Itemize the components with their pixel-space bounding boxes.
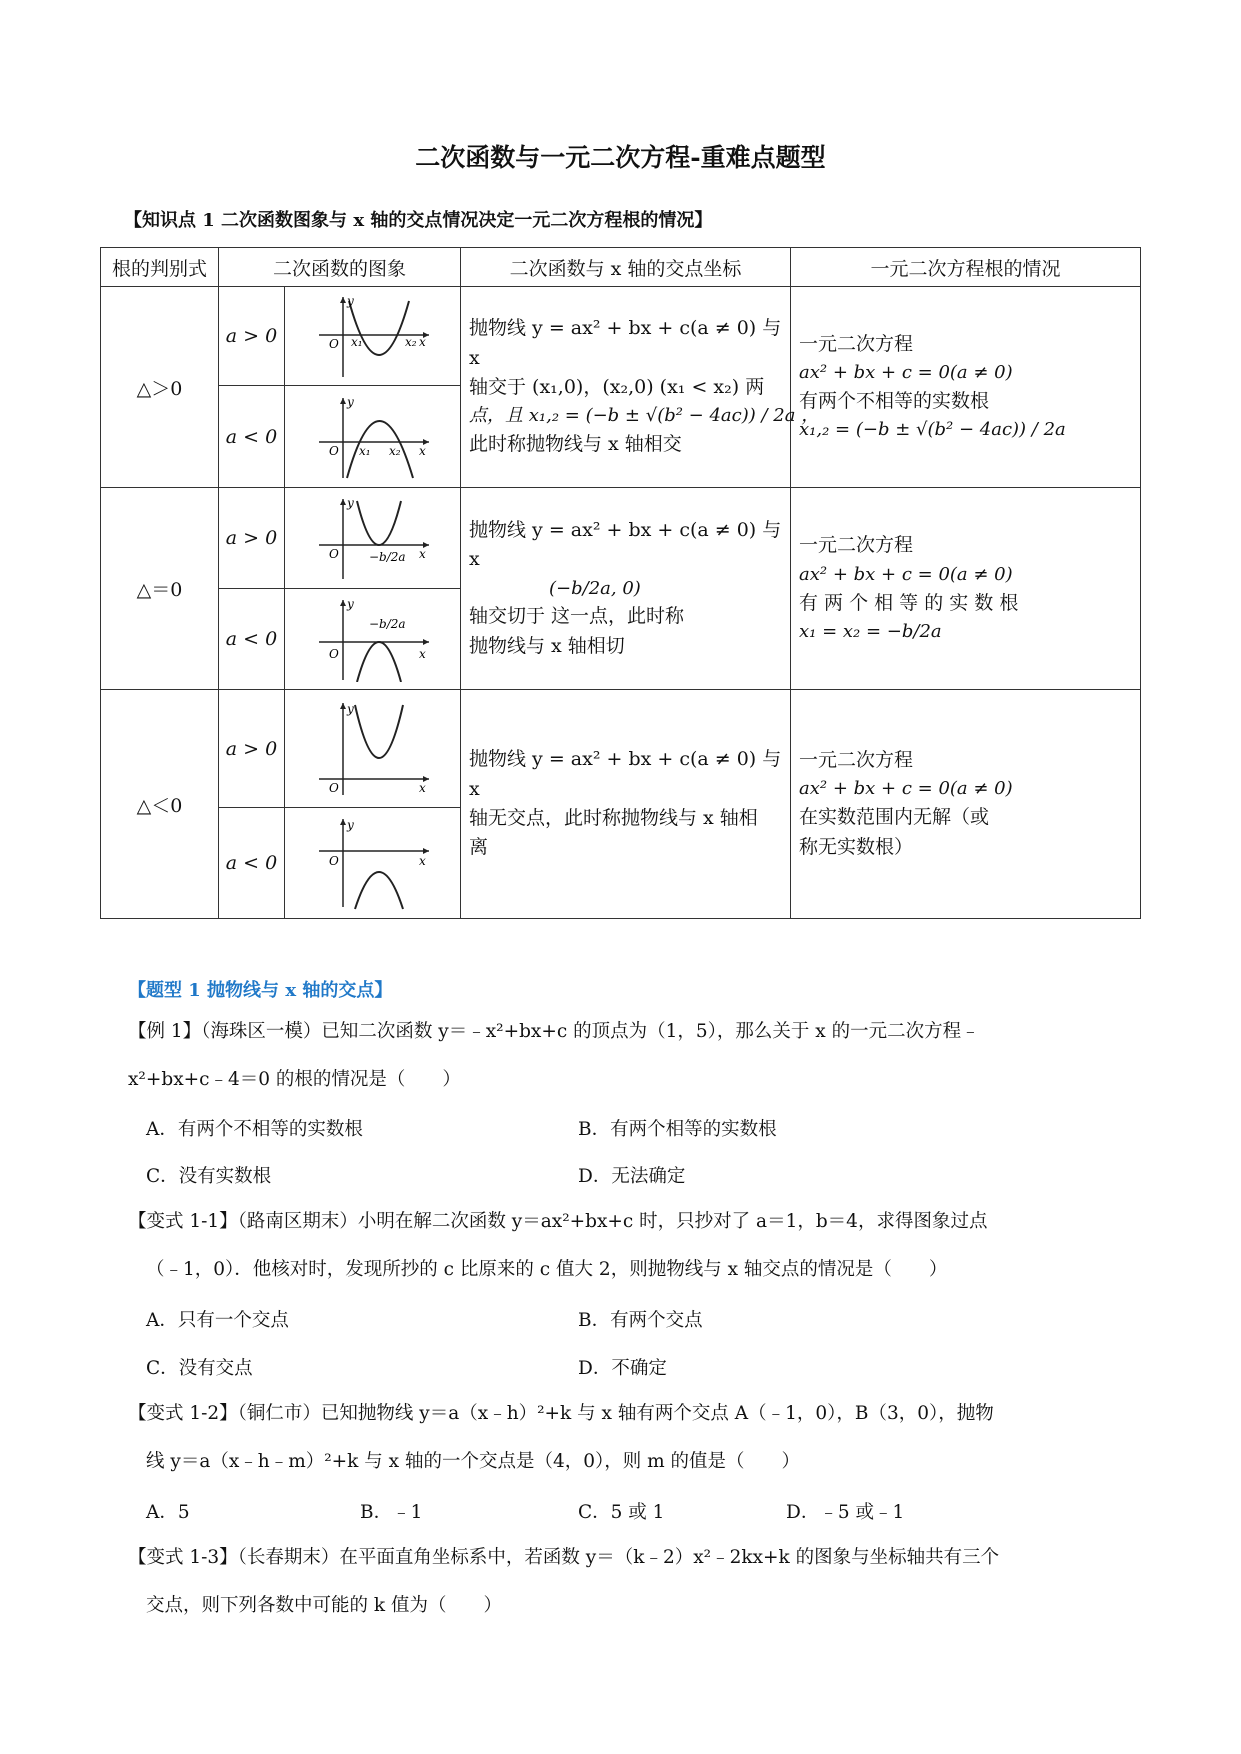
roots-equation: ax² + bx + c = 0(a ≠ 0) bbox=[799, 563, 1013, 585]
roots-formula: x₁ = x₂ = −b/2a bbox=[799, 620, 942, 642]
x2-label: x₂ bbox=[388, 443, 401, 458]
x-label: x bbox=[418, 854, 426, 868]
roots-cell bbox=[791, 488, 1141, 690]
roots-line: 一元二次方程 bbox=[799, 332, 914, 355]
roots-equation: ax² + bx + c = 0(a ≠ 0) bbox=[799, 362, 1013, 384]
question-3-option-c: C．5 或 1 bbox=[578, 1502, 665, 1523]
intersection-line: 轴交切于 这一点，此时称 bbox=[469, 605, 685, 628]
knowledge-table bbox=[100, 247, 1141, 919]
question-1-option-a: A．有两个不相等的实数根 bbox=[146, 1119, 363, 1140]
origin-label: O bbox=[328, 547, 339, 561]
intersection-line: 抛物线 y = ax² + bx + c(a ≠ 0) 与 x bbox=[469, 518, 782, 571]
graph-tangent-down bbox=[285, 589, 461, 690]
discriminant-cell: △＝0 bbox=[101, 488, 219, 690]
question-type-heading: 【题型 1 抛物线与 x 轴的交点】 bbox=[128, 980, 393, 1001]
discriminant-cell: △＞0 bbox=[101, 287, 219, 488]
header-roots: 一元二次方程根的情况 bbox=[791, 248, 1141, 287]
question-2-option-c: C．没有交点 bbox=[146, 1358, 253, 1379]
question-4-line-2: 交点，则下列各数中可能的 k 值为（ ） bbox=[146, 1595, 502, 1616]
x2-label: x₂ bbox=[404, 335, 417, 349]
vertex-label: −b/2a bbox=[368, 550, 406, 564]
a-negative-label: a < 0 bbox=[219, 808, 285, 919]
table-row bbox=[101, 690, 1141, 808]
question-2-option-b: B．有两个交点 bbox=[578, 1310, 703, 1331]
header-discriminant: 根的判别式 bbox=[101, 248, 219, 287]
question-1-option-d: D．无法确定 bbox=[578, 1166, 686, 1187]
parabola-graph bbox=[313, 815, 433, 911]
roots-cell bbox=[791, 287, 1141, 488]
roots-line: 一元二次方程 bbox=[799, 534, 914, 557]
question-1-option-c: C．没有实数根 bbox=[146, 1166, 272, 1187]
x-label: x bbox=[418, 335, 426, 349]
knowledge-point-heading: 【知识点 1 二次函数图象与 x 轴的交点情况决定一元二次方程根的情况】 bbox=[124, 210, 713, 231]
y-label: y bbox=[346, 818, 354, 832]
intersection-formula: 点，且 x₁,₂ = (−b ± √(b² − 4ac)) / 2a ， bbox=[469, 405, 820, 427]
question-2-line-2: （﹣1，0）．他核对时，发现所抄的 c 比原来的 c 值大 2，则抛物线与 x 轴交点的情况是（ ） bbox=[146, 1259, 948, 1280]
origin-label: O bbox=[328, 647, 339, 661]
header-intersection: 二次函数与 x 轴的交点坐标 bbox=[461, 248, 791, 287]
roots-equation: ax² + bx + c = 0(a ≠ 0) bbox=[799, 778, 1013, 800]
intersection-cell bbox=[461, 488, 791, 690]
roots-line: 称无实数根） bbox=[799, 835, 914, 858]
intersection-cell bbox=[461, 287, 820, 488]
table-header-row bbox=[101, 248, 1141, 287]
y-label: y bbox=[346, 597, 354, 611]
discriminant-cell: △＜0 bbox=[101, 690, 219, 919]
tangent-point: (−b/2a, 0) bbox=[549, 577, 641, 599]
question-3-option-b: B．﹣1 bbox=[360, 1502, 423, 1523]
intersection-line: 抛物线 y = ax² + bx + c(a ≠ 0) 与 x bbox=[469, 748, 782, 800]
parabola-graph bbox=[313, 495, 433, 581]
header-graph: 二次函数的图象 bbox=[219, 248, 461, 287]
question-1-line-1: 【例 1】（海珠区一模）已知二次函数 y＝﹣x²+bx+c 的顶点为（1，5），那么关于 x 的一元二次方程﹣ bbox=[128, 1021, 980, 1042]
question-3-option-d: D．﹣5 或﹣1 bbox=[786, 1502, 905, 1523]
intersection-cell bbox=[461, 690, 791, 919]
question-4-line-1: 【变式 1-3】（长春期末）在平面直角坐标系中，若函数 y＝（k﹣2）x²﹣2kx+k 的图象与坐标轴共有三个 bbox=[128, 1547, 1000, 1568]
x1-label: x₁ bbox=[358, 443, 371, 458]
roots-line: 在实数范围内无解（或 bbox=[799, 806, 990, 829]
x-label: x bbox=[418, 647, 426, 661]
question-3-line-2: 线 y＝a（x﹣h﹣m）²+k 与 x 轴的一个交点是（4，0），则 m 的值是（ ） bbox=[146, 1451, 801, 1472]
roots-line: 一元二次方程 bbox=[799, 748, 914, 771]
graph-no-roots-down bbox=[285, 808, 461, 919]
roots-line: 有 两 个 相 等 的 实 数 根 bbox=[799, 591, 1019, 614]
intersection-line: 抛物线 y = ax² + bx + c(a ≠ 0) 与 x bbox=[469, 317, 782, 369]
question-1-option-b: B．有两个相等的实数根 bbox=[578, 1119, 777, 1140]
a-positive-label: a > 0 bbox=[219, 690, 285, 808]
x-label: x bbox=[418, 443, 426, 458]
question-3-line-1: 【变式 1-2】（铜仁市）已知抛物线 y＝a（x﹣h）²+k 与 x 轴有两个交点 A（﹣1，0），B（3，0），抛物 bbox=[128, 1403, 994, 1424]
graph-tangent-up bbox=[285, 488, 461, 589]
intersection-line: 离 bbox=[469, 836, 489, 859]
y-label: y bbox=[346, 496, 354, 510]
origin-label: O bbox=[328, 854, 339, 868]
a-negative-label: a < 0 bbox=[219, 589, 285, 690]
table-row bbox=[101, 488, 1141, 589]
roots-cell bbox=[791, 690, 1141, 919]
roots-formula: x₁,₂ = (−b ± √(b² − 4ac)) / 2a bbox=[799, 419, 1066, 441]
question-2-option-d: D．不确定 bbox=[578, 1358, 667, 1379]
graph-no-roots-up bbox=[285, 690, 461, 808]
origin-label: O bbox=[328, 337, 339, 351]
graph-two-roots-down bbox=[285, 386, 461, 488]
intersection-line: 抛物线与 x 轴相切 bbox=[469, 634, 625, 657]
intersection-line: 此时称抛物线与 x 轴相交 bbox=[469, 433, 682, 456]
page-title: 二次函数与一元二次方程-重难点题型 bbox=[415, 143, 826, 172]
table-row bbox=[101, 287, 1141, 386]
x-label: x bbox=[418, 780, 426, 795]
origin-label: O bbox=[328, 780, 339, 795]
parabola-graph bbox=[313, 699, 433, 799]
intersection-line: 轴交于 (x₁,0)，(x₂,0) (x₁ < x₂) 两 bbox=[469, 376, 765, 399]
intersection-line: 轴无交点，此时称抛物线与 x 轴相 bbox=[469, 807, 758, 829]
origin-label: O bbox=[328, 443, 339, 458]
a-negative-label: a < 0 bbox=[219, 386, 285, 488]
question-2-option-a: A．只有一个交点 bbox=[146, 1310, 289, 1331]
x1-label: x₁ bbox=[350, 335, 363, 349]
a-positive-label: a > 0 bbox=[219, 287, 285, 386]
parabola-graph bbox=[313, 293, 433, 379]
parabola-graph bbox=[313, 394, 433, 480]
question-2-line-1: 【变式 1-1】（路南区期末）小明在解二次函数 y＝ax²+bx+c 时，只抄对了 a＝1，b＝4，求得图象过点 bbox=[128, 1211, 988, 1232]
vertex-label: −b/2a bbox=[368, 617, 406, 631]
y-label: y bbox=[346, 394, 354, 409]
roots-line: 有两个不相等的实数根 bbox=[799, 390, 990, 412]
parabola-graph bbox=[313, 596, 433, 682]
question-1-line-2: x²+bx+c﹣4＝0 的根的情况是（ ） bbox=[128, 1069, 461, 1090]
a-positive-label: a > 0 bbox=[219, 488, 285, 589]
y-label: y bbox=[346, 701, 354, 716]
graph-two-roots-up bbox=[285, 287, 461, 386]
y-label: y bbox=[346, 294, 354, 308]
question-3-option-a: A．5 bbox=[146, 1502, 190, 1523]
x-label: x bbox=[418, 547, 426, 561]
